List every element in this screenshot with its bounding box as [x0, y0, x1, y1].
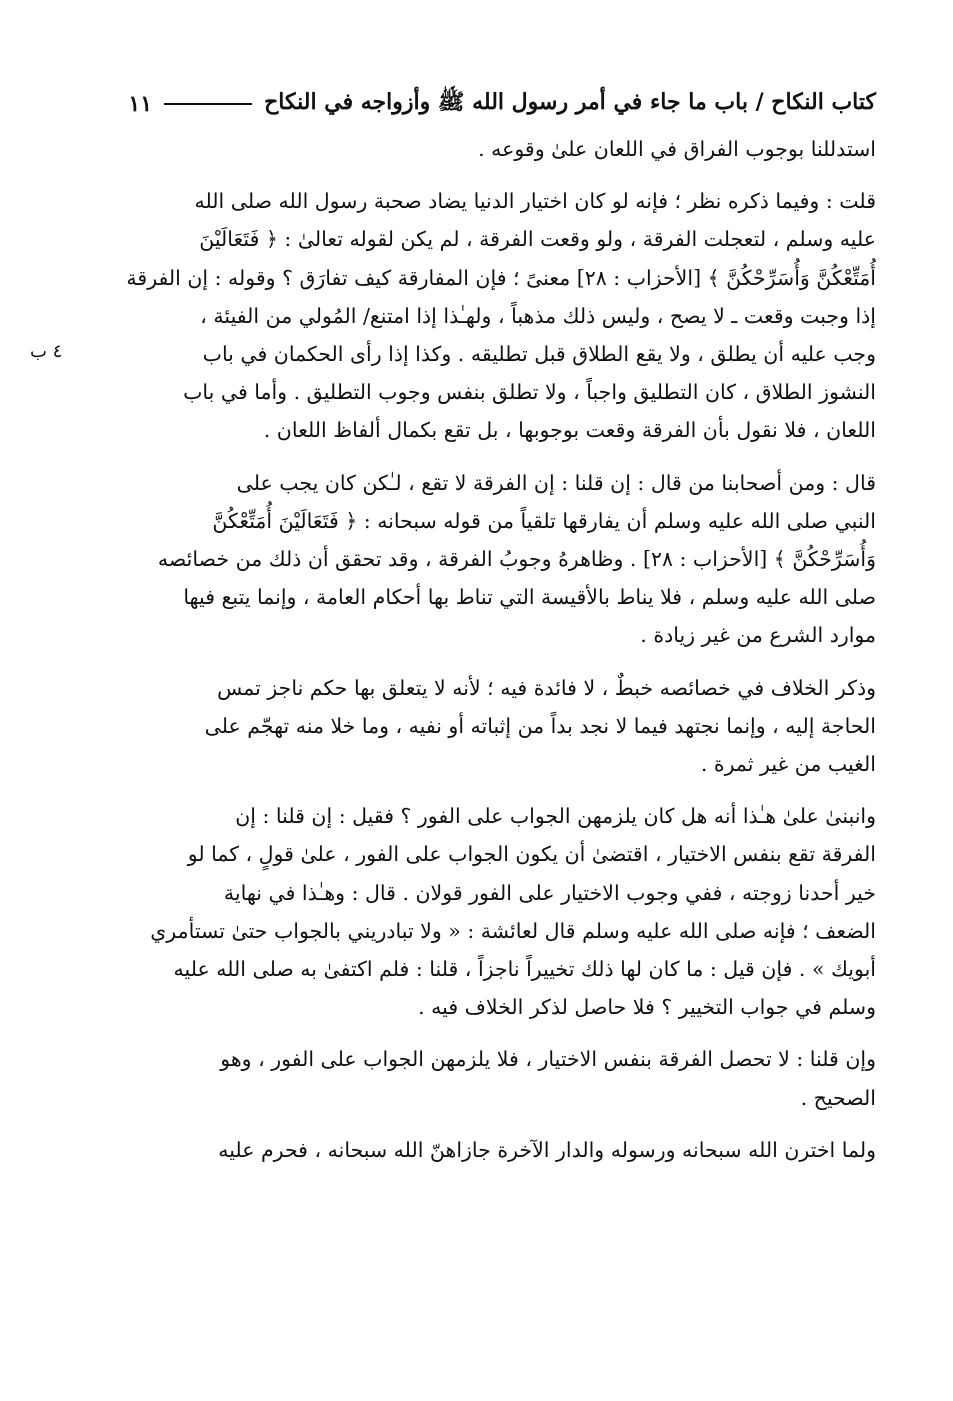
text-line: النبي صلى الله عليه وسلم أن يفارقها تلقياً من قوله سبحانه : ﴿ فَتَعَالَيْنَ أُمَتِّعْكُنَّ — [212, 508, 876, 533]
text-line: قال : ومن أصحابنا من قال : إن قلنا : إن الفرقة لا تقع ، لـٰكن كان يجب على — [236, 470, 876, 495]
text-line: أبويك » . فإن قيل : ما كان لها ذلك تخييراً ناجزاً ، قلنا : فلم اكتفىٰ به صلى الله عليه — [173, 957, 876, 982]
text-line: وإن قلنا : لا تحصل الفرقة بنفس الاختيار ، فلا يلزمهن الجواب على الفور ، وهو — [220, 1047, 876, 1072]
text-line: موارد الشرع من غير زيادة . — [640, 623, 876, 648]
manuscript-folio-note: ٤ ب — [30, 341, 63, 362]
text-line: وذكر الخلاف في خصائصه خبطٌ ، لا فائدة فيه ؛ لأنه لا يتعلق بها حكم ناجز تمس — [217, 675, 876, 700]
text-line: صلى الله عليه وسلم ، فلا يناط بالأقيسة التي تناط بها أحكام العامة ، وإنما يتبع فيها — [183, 585, 876, 610]
text-line: ولما اخترن الله سبحانه ورسوله والدار الآخرة جازاهنّ الله سبحانه ، فحرم عليه — [218, 1137, 876, 1162]
text-line: اللعان ، فلا نقول بأن الفرقة وقعت بوجوبها ، بل تقع بكمال ألفاظ اللعان . — [263, 418, 876, 443]
text-line: وَأُسَرِّحْكُنَّ ﴾ [الأحزاب : ٢٨] . وظاهرهُ وجوبُ الفرقة ، وقد تحقق أن ذلك من خصائصه — [157, 547, 876, 572]
text-line: النشوز الطلاق ، كان التطليق واجباً ، ولا تطلق بنفس وجوب التطليق . وأما في باب — [183, 380, 876, 405]
paragraph-7 — [96, 1131, 876, 1169]
paragraph-6 — [96, 1040, 876, 1116]
text-line: عليه وسلم ، لتعجلت الفرقة ، ولو وقعت الفرقة ، لم يكن لقوله تعالىٰ : ﴿ فَتَعَالَيْنَ — [199, 227, 876, 252]
text-line: الحاجة إليه ، وإنما نجتهد فيما لا نجد بداً من إثباته أو نفيه ، وما خلا منه تهجّم على — [204, 713, 876, 738]
text-line: وجب عليه أن يطلق ، ولا يقع الطلاق قبل تطليقه . وكذا إذا رأى الحكمان في باب — [202, 342, 876, 367]
paragraph-4 — [96, 669, 876, 784]
running-header — [96, 78, 876, 130]
text-line: وسلم في جواب التخيير ؟ فلا حاصل لذكر الخلاف فيه . — [418, 995, 876, 1020]
text-line: وانبنىٰ علىٰ هـٰذا أنه هل كان يلزمهن الجواب على الفور ؟ فقيل : إن قلنا : إن — [235, 804, 876, 829]
page-number: ١١ — [128, 91, 153, 117]
header-rule — [164, 103, 252, 105]
text-line: قلت : وفيما ذكره نظر ؛ فإنه لو كان اختيار الدنيا يضاد صحبة رسول الله صلى الله — [194, 189, 876, 214]
text-line: الفرقة تقع بنفس الاختيار ، اقتضىٰ أن يكون الجواب على الفور ، علىٰ قولٍ ، كما لو — [187, 842, 876, 867]
text-line: الضعف ؛ فإنه صلى الله عليه وسلم قال لعائشة : « ولا تبادريني بالجواب حتىٰ تستأمري — [150, 918, 876, 943]
paragraph-3 — [96, 464, 876, 655]
text-line: الغيب من غير ثمرة . — [700, 752, 876, 777]
book-page — [96, 78, 876, 1169]
paragraph-1 — [96, 130, 876, 168]
text-line: إذا وجبت وقعت ـ لا يصح ، وليس ذلك مذهباً ، ولهـٰذا إذا امتنع/ المُولي من الفيئة ، — [200, 303, 876, 328]
paragraph-2 — [96, 182, 876, 449]
text-line: أُمَتِّعْكُنَّ وَأُسَرِّحْكُنَّ ﴾ [الأحزاب : ٢٨] معنىً ؛ فإن المفارقة كيف تفارَق ؟ وقوله : إن الفرقة — [126, 265, 876, 290]
paragraph-5 — [96, 797, 876, 1026]
text-line: خير أحدنا زوجته ، ففي وجوب الاختيار على الفور قولان . قال : وهـٰذا في نهاية — [223, 880, 876, 905]
text-line: الصحيح . — [800, 1085, 876, 1110]
header-title: كتاب النكاح / باب ما جاء في أمر رسول الله ﷺ وأزواجه في النكاح — [264, 89, 876, 115]
text-line: استدللنا بوجوب الفراق في اللعان علىٰ وقوعه . — [478, 137, 876, 161]
